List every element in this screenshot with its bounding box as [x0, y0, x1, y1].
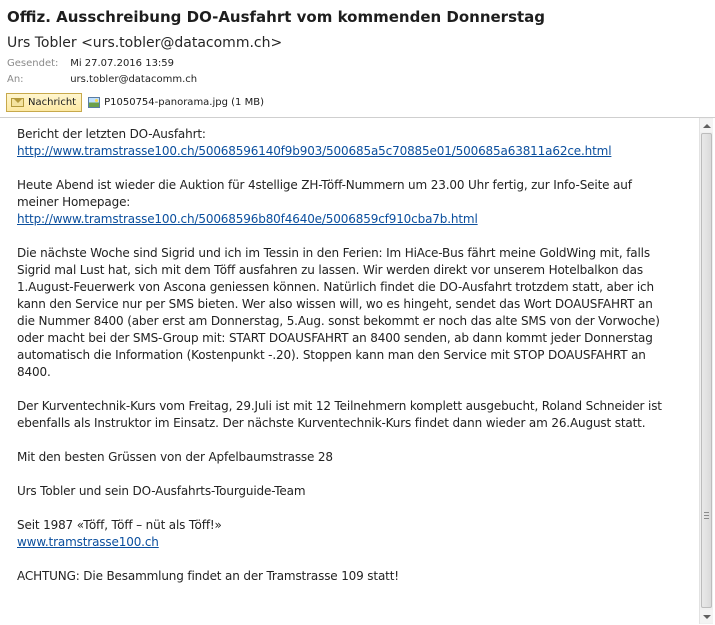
attachment-file[interactable] [84, 93, 268, 112]
chevron-up-icon [703, 124, 711, 128]
since-text: Seit 1987 «Töff, Töff – nüt als Töff!» [17, 518, 222, 532]
homepage-link[interactable]: www.tramstrasse100.ch [17, 535, 159, 549]
paragraph-vacation: Die nächste Woche sind Sigrid und ich im Tessin in den Ferien: Im HiAce-Bus fährt meine GoldWing mit, falls Sigrid mal Lust hat, sich mit dem Töff ausfahren zu lassen. Wir werden direkt vor unserem Hotelbalkon das 1.August-Feuerwerk von Ascona geniessen können. Natürlich findet die DO-Ausfahrt trotzdem statt, aber ich kann den Service nur per SMS bieten. Wer also wissen will, wo es hingeht, sendet das Wort DOAUSFAHRT an die Nummer 8400 (aber erst am Donnerstag, 5.Aug. sonst bekommt er noch das alte SMS von der Vorwoche) oder macht bei der SMS-Group mit: START DOAUSFAHRT an 8400 senden, ab dann kommt jeder Donnerstag automatisch die Information (Kostenpunkt -.20). Stoppen kann man den Service mit STOP DOAUSFAHRT an 8400. [17, 246, 660, 379]
paragraph-signature: Urs Tobler und sein DO-Ausfahrts-Tourguide-Team [17, 484, 306, 498]
to-row [7, 74, 197, 85]
message-sender[interactable]: Urs Tobler <urs.tobler@datacomm.ch> [7, 35, 283, 51]
sent-label: Gesendet: [7, 58, 59, 69]
paragraph-since [17, 517, 687, 551]
sent-row [7, 58, 174, 69]
message-tab[interactable] [6, 93, 82, 112]
message-tab-label: Nachricht [28, 96, 77, 108]
scroll-up-button[interactable] [700, 119, 713, 132]
auction-link[interactable]: http://www.tramstrasse100.ch/50068596b80f4640e/5006859cf910cba7b.html [17, 212, 478, 226]
paragraph-auction [17, 177, 687, 228]
message-subject: Offiz. Ausschreibung DO-Ausfahrt vom kommenden Donnerstag [7, 8, 546, 26]
report-link[interactable]: http://www.tramstrasse100.ch/50068596140f9b903/500685a5c70885e01/500685a63811a62ce.html [17, 144, 612, 158]
message-body-pane[interactable] [0, 117, 715, 625]
paragraph-greeting: Mit den besten Grüssen von der Apfelbaumstrasse 28 [17, 450, 333, 464]
sent-value: Mi 27.07.2016 13:59 [70, 58, 175, 69]
paragraph-course: Der Kurventechnik-Kurs vom Freitag, 29.Juli ist mit 12 Teilnehmern komplett ausgebucht, Roland Schneider ist ebenfalls als Instruktor im Einsatz. Der nächste Kurventechnik-Kurs findet dann wieder am 26.August statt. [17, 399, 662, 430]
paragraph-attention: ACHTUNG: Die Besammlung findet an der Tramstrasse 109 statt! [17, 569, 399, 583]
scroll-thumb[interactable] [701, 133, 712, 608]
paragraph-report [17, 126, 687, 160]
message-header [0, 0, 715, 117]
auction-text: Heute Abend ist wieder die Auktion für 4stellige ZH-Töff-Nummern um 23.00 Uhr fertig, zur Info-Seite auf meiner Homepage: [17, 178, 632, 209]
to-label: An: [7, 74, 24, 85]
attachment-file-label: P1050754-panorama.jpg (1 MB) [104, 96, 264, 108]
scroll-down-button[interactable] [700, 610, 713, 623]
vertical-scrollbar[interactable] [699, 118, 713, 624]
grip-icon [704, 512, 709, 519]
chevron-down-icon [703, 615, 711, 619]
image-file-icon [88, 97, 100, 108]
attachment-bar [6, 92, 268, 112]
message-body [17, 126, 687, 602]
report-text: Bericht der letzten DO-Ausfahrt: [17, 127, 206, 141]
envelope-icon [11, 98, 24, 107]
to-value[interactable]: urs.tobler@datacomm.ch [70, 74, 198, 85]
